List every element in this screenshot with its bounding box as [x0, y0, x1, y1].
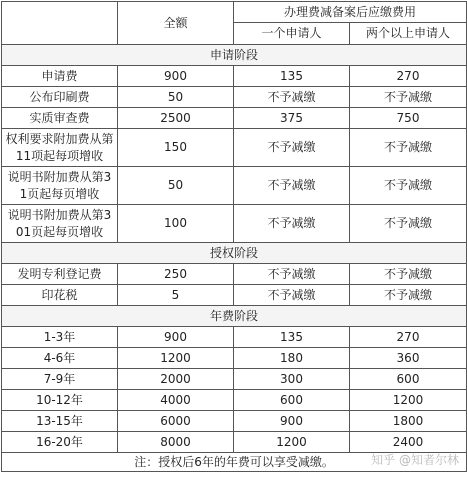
fee-name: 4-6年 [2, 348, 118, 369]
fee-single-applicant: 135 [234, 327, 350, 348]
fee-name: 7-9年 [2, 369, 118, 390]
fee-name: 10-12年 [2, 390, 118, 411]
fee-name: 说明书附加费从第31页起每页增收 [2, 167, 118, 205]
fee-total: 100 [118, 205, 234, 243]
fee-total: 50 [118, 167, 234, 205]
fee-row [2, 348, 467, 369]
fee-row [2, 264, 467, 285]
fee-row [2, 390, 467, 411]
fee-multi-applicant: 1200 [350, 390, 467, 411]
fee-row [2, 327, 467, 348]
fee-total: 6000 [118, 411, 234, 432]
fee-name: 申请费 [2, 66, 118, 87]
fee-name: 1-3年 [2, 327, 118, 348]
fee-row [2, 432, 467, 453]
fee-multi-applicant: 不予减缴 [350, 129, 467, 167]
header-reduced-group: 办理费减备案后应缴费用 [234, 2, 467, 23]
fee-multi-applicant: 不予减缴 [350, 87, 467, 108]
fee-single-applicant: 不予减缴 [234, 87, 350, 108]
fee-total: 5 [118, 285, 234, 306]
fee-row [2, 108, 467, 129]
fee-single-applicant: 375 [234, 108, 350, 129]
fee-single-applicant: 1200 [234, 432, 350, 453]
patent-fee-table [1, 1, 467, 472]
header-blank-cell [2, 2, 118, 45]
fee-multi-applicant: 360 [350, 348, 467, 369]
section-title: 申请阶段 [2, 45, 467, 66]
fee-total: 150 [118, 129, 234, 167]
fee-name: 印花税 [2, 285, 118, 306]
fee-single-applicant: 300 [234, 369, 350, 390]
fee-name: 说明书附加费从第301页起每页增收 [2, 205, 118, 243]
fee-multi-applicant: 不予减缴 [350, 285, 467, 306]
fee-total: 2500 [118, 108, 234, 129]
fee-total: 900 [118, 66, 234, 87]
fee-multi-applicant: 不予减缴 [350, 264, 467, 285]
fee-multi-applicant: 270 [350, 66, 467, 87]
fee-row [2, 205, 467, 243]
fee-row [2, 167, 467, 205]
fee-row [2, 285, 467, 306]
fee-total: 1200 [118, 348, 234, 369]
fee-total: 50 [118, 87, 234, 108]
fee-multi-applicant: 270 [350, 327, 467, 348]
fee-name: 发明专利登记费 [2, 264, 118, 285]
section-row [2, 306, 467, 327]
fee-row [2, 87, 467, 108]
fee-total: 8000 [118, 432, 234, 453]
header-row-1 [2, 2, 467, 23]
fee-row [2, 129, 467, 167]
section-row [2, 45, 467, 66]
fee-multi-applicant: 不予减缴 [350, 167, 467, 205]
fee-single-applicant: 不予减缴 [234, 264, 350, 285]
fee-multi-applicant: 600 [350, 369, 467, 390]
fee-total: 4000 [118, 390, 234, 411]
fee-single-applicant: 600 [234, 390, 350, 411]
table-body [2, 2, 467, 472]
fee-name: 权利要求附加费从第11项起每项增收 [2, 129, 118, 167]
fee-row [2, 66, 467, 87]
fee-total: 900 [118, 327, 234, 348]
section-title: 授权阶段 [2, 243, 467, 264]
fee-single-applicant: 180 [234, 348, 350, 369]
fee-single-applicant: 不予减缴 [234, 167, 350, 205]
fee-total: 250 [118, 264, 234, 285]
fee-name: 16-20年 [2, 432, 118, 453]
section-title: 年费阶段 [2, 306, 467, 327]
fee-name: 实质审查费 [2, 108, 118, 129]
note-text: 注：授权后6年的年费可以享受减缴。 [2, 453, 467, 472]
fee-single-applicant: 135 [234, 66, 350, 87]
header-total: 全额 [118, 2, 234, 45]
fee-total: 2000 [118, 369, 234, 390]
section-row [2, 243, 467, 264]
fee-name: 13-15年 [2, 411, 118, 432]
fee-single-applicant: 不予减缴 [234, 129, 350, 167]
fee-multi-applicant: 不予减缴 [350, 205, 467, 243]
fee-multi-applicant: 750 [350, 108, 467, 129]
fee-single-applicant: 不予减缴 [234, 285, 350, 306]
fee-single-applicant: 不予减缴 [234, 205, 350, 243]
header-single-applicant: 一个申请人 [234, 23, 350, 45]
fee-multi-applicant: 2400 [350, 432, 467, 453]
note-row [2, 453, 467, 472]
header-multi-applicant: 两个以上申请人 [350, 23, 467, 45]
fee-multi-applicant: 1800 [350, 411, 467, 432]
fee-row [2, 369, 467, 390]
watermark: 知乎 @知者尔林 [371, 453, 459, 467]
fee-row [2, 411, 467, 432]
fee-name: 公布印刷费 [2, 87, 118, 108]
fee-single-applicant: 900 [234, 411, 350, 432]
